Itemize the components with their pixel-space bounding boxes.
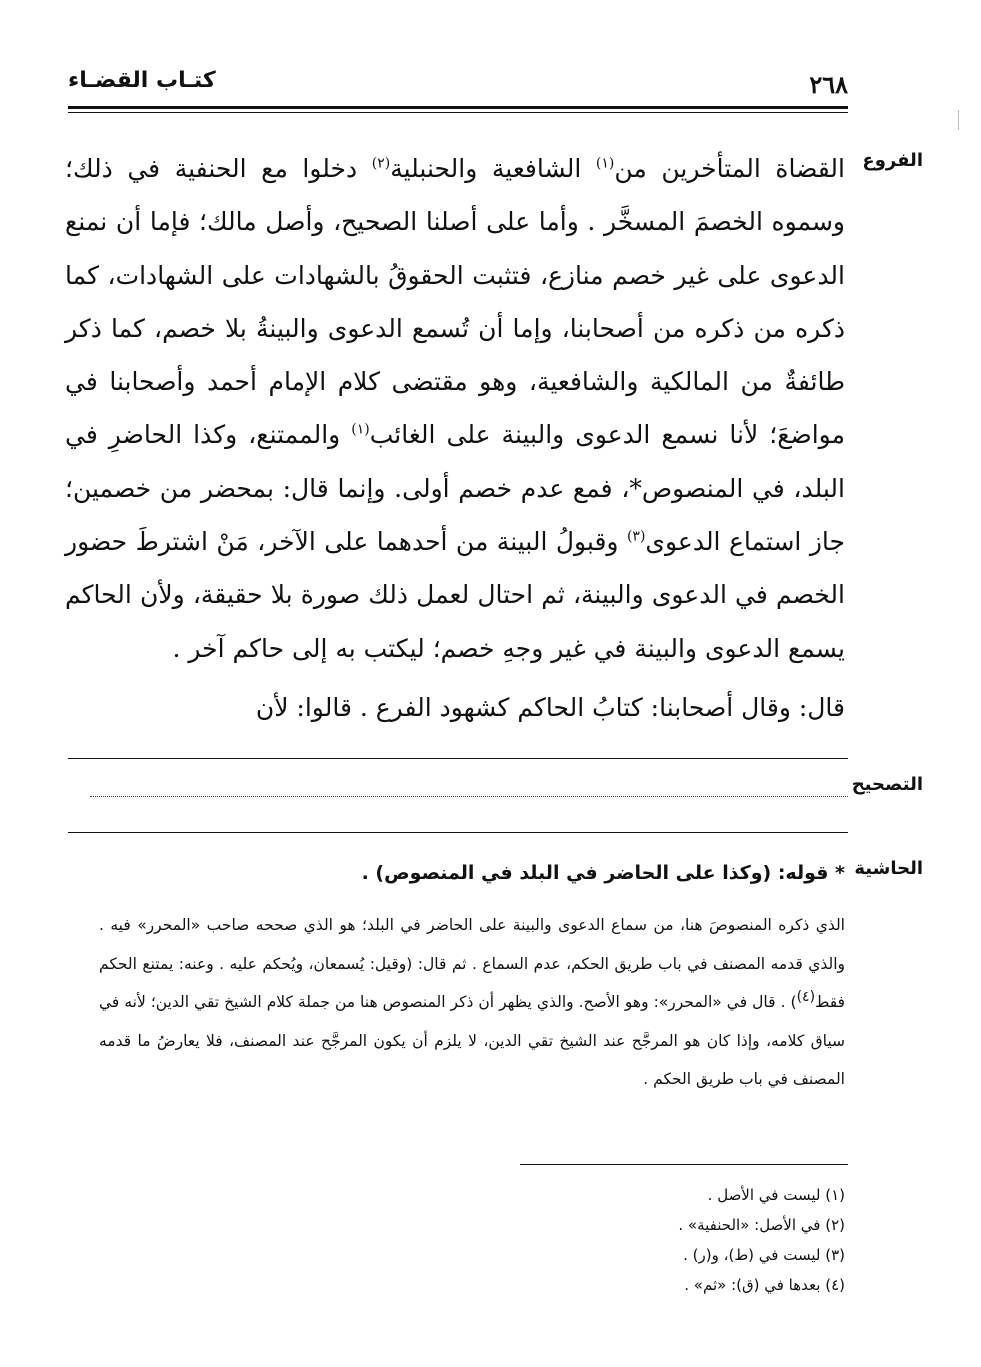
footnote-item: (١) ليست في الأصل . [707, 1186, 845, 1204]
running-header [68, 62, 848, 112]
side-label-hashiya: الحاشية [854, 858, 923, 879]
footnote-item: (٢) في الأصل: «الحنفية» . [678, 1216, 845, 1234]
footnote-rule [520, 1164, 848, 1165]
footnote-ref[interactable]: (٤) [796, 989, 816, 1006]
header-rule [68, 106, 848, 113]
hashiya-heading: * قوله: (وكذا على الحاضر في البلد في المنصوص) . [361, 862, 845, 884]
footnote-ref[interactable]: (٣) [626, 528, 646, 545]
page-number: ٢٦٨ [809, 70, 848, 99]
main-paragraph: القضاة المتأخرين من$^{(١)}$ الشافعية والحنبلية$^{(٢)}$ دخلوا مع الحنفية في ذلك؛ وسموه الخصمَ المسخَّر . وأما على أصلنا الصحيح، وأصل مالك؛ فإما أن نمنع الدعوى على غير خصم منازع، فتثبت الحقوقُ بالشهادات على الشهادات، كما ذكره من ذكره من أصحابنا، وإما أن تُسمع الدعوى والبينةُ بلا خصم، كما ذكر طائفةٌ من المالكية والشافعية، وهو مقتضى كلام الإمام أحمد وأصحابنا في مواضعَ؛ لأنا نسمع الدعوى والبينة على الغائب$^{(١)}$ والممتنع، وكذا الحاضرِ في البلد، في المنصوص*، فمع عدم خصم أولى. وإنما قال: بمحضر من خصمين؛ جاز استماع الدعوى$^{(٣)}$ وقبولُ البينة من أحدهما على الآخر، مَنْ اشترطَ حضور الخصم في الدعوى والبينة، ثم احتال لعمل ذلك صورة بلا حقيقة، ولأن الحاكم يسمع الدعوى والبينة في غير وجهِ خصم؛ ليكتب به إلى حاكم آخر . [65, 154, 845, 663]
footnotes [445, 1180, 845, 1300]
footnote-ref[interactable]: (١) [595, 155, 615, 172]
footnote-item: (٣) ليست في (ط)، و(ر) . [683, 1246, 845, 1264]
hashiya-body: الذي ذكره المنصوصَ هنا، من سماع الدعوى والبينة على الحاضر في البلد؛ هو الذي صححه صاحب «المحرر» فيه . والذي قدمه المصنف في باب طريق الحكم، عدم السماع . ثم قال: (وقيل: يُسمعان، ويُحكم عليه . وعنه: يمتنع الحكم فقط$^{(٤)}$) . قال في «المحرر»: وهو الأصح. والذي يظهر أن ذكر المنصوص هنا من جملة كلام الشيخ تقي الدين؛ لأنه في سياق كلامه، وإذا كان هو المرجَّح عند الشيخ تقي الدين، لا يلزم أن يكون المرجَّح عند المصنف، فلا يعارضُ ما قدمه المصنف في باب طريق الحكم . [99, 916, 845, 1089]
section-rule [68, 758, 848, 759]
scan-margin-mark [958, 110, 959, 130]
tashih-dotted-line [90, 796, 848, 797]
footnote-ref[interactable]: (٢) [371, 155, 391, 172]
footnote-ref[interactable]: (١) [351, 422, 370, 439]
main-paragraph-qal: قال: وقال أصحابنا: كتابُ الحاكم كشهود الفرع . قالوا: لأن [255, 692, 845, 722]
main-text [65, 142, 845, 734]
section-rule [68, 832, 848, 833]
book-title: كتـاب القضـاء [68, 68, 216, 93]
side-label-furu: الفروع [862, 150, 923, 171]
footnote-item: (٤) بعدها في (ق): «ثم» . [684, 1276, 845, 1294]
side-label-tashih: التصحيح [851, 774, 923, 795]
